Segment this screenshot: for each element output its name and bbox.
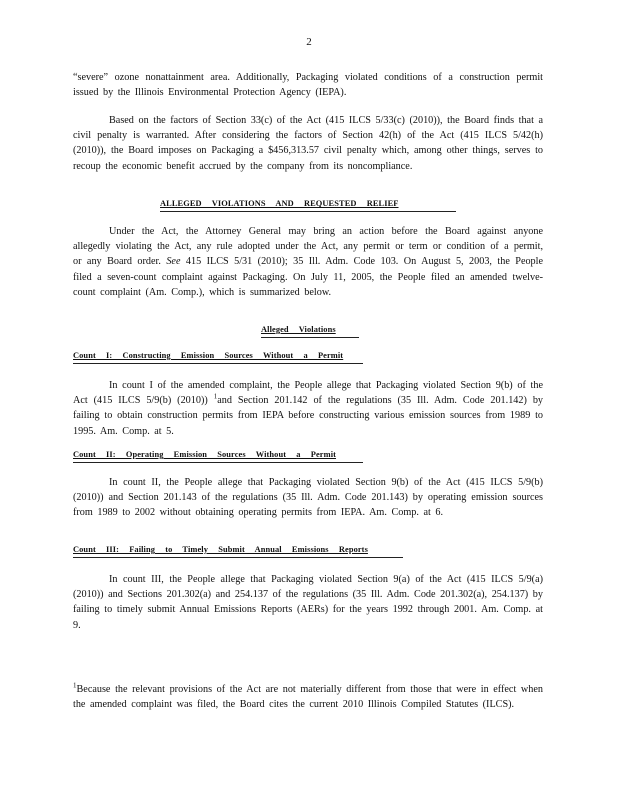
count2-paragraph: In count II, the People allege that Packaging violated Section 9(b) of the Act (415 ILCS 5/9(b) (2010)) and Section 201.143 of the regulations (35 Ill. Adm. Code 201.143) by operating emission sources from 1989 to 2002 without obtaining operating permits from IEPA. Am. Comp. at 6.: [73, 477, 543, 519]
section-heading-alleged-relief: ALLEGED VIOLATIONS AND REQUESTED RELIEF: [160, 199, 399, 208]
footnote-reference: 1: [213, 392, 218, 401]
count3-heading-underline: [73, 557, 403, 558]
subheading-alleged-violations: Alleged Violations: [261, 325, 336, 334]
footnote: $^1$Because the relevant provisions of the Act are not materially different from those that were in effect when the amended complaint was filed, the Board cites the current 2010 Illinois Compiled Statutes (ILCS).: [73, 681, 543, 710]
heading-underline: [160, 211, 456, 212]
count2-heading-underline: [73, 462, 363, 463]
count2-heading: Count II: Operating Emission Sources Without a Permit: [73, 450, 337, 459]
count1-paragraph: In count I of the amended complaint, the People allege that Packaging violated Section 9(b) of the Act (415 ILCS 5/9(b) (2010)) $^1$and Section 201.142 of the regulations (35 Ill. Adm. Code 201.142) by failing to obtain construction permits from IEPA before constructing various emission sources from 1989 to 1995. Am. Comp. at 5.: [73, 380, 544, 437]
count1-heading-underline: [73, 363, 363, 364]
footnote-mark: 1: [73, 681, 77, 690]
act-paragraph: Under the Act, the Attorney General may bring an action before the Board against anyone allegedly violating the Act, any rule adopted under the Act, any permit or term or condition of a permit, or any Board order. See 415 ILCS 5/31 (2010); 35 Ill. Adm. Code 103. On August 5, 2003, the People filed a seven-count complaint against Packaging. On July 11, 2005, the People filed an amended twelve-count complaint (Am. Comp.), which is summarized below.: [73, 226, 544, 298]
page-number: 2: [306, 36, 312, 48]
penalty-paragraph: Based on the factors of Section 33(c) of the Act (415 ILCS 5/33(c) (2010)), the Board finds that a civil penalty is warranted. After considering the factors of Section 42(h) of the Act (415 ILCS 5/42(h) (2010)), the Board imposes on Packaging a $456,313.57 civil penalty which, among other things, serves to recoup the economic benefit accrued by the company from its noncompliance.: [73, 115, 543, 172]
subheading-underline: [261, 337, 359, 338]
count3-heading: Count III: Failing to Timely Submit Annual Emissions Reports: [73, 545, 368, 554]
intro-paragraph: “severe” ozone nonattainment area. Additionally, Packaging violated conditions of a construction permit issued by the Illinois Environmental Protection Agency (IEPA).: [73, 72, 543, 99]
count3-paragraph: In count III, the People allege that Packaging violated Section 9(a) of the Act (415 ILCS 5/9(a) (2010)) and Sections 201.302(a) and 254.137 of the regulations (35 Ill. Adm. Code 201.302(a), 254.137) by failing to timely submit Annual Emissions Reports (AERs) for the years 1992 through 2001. Am. Comp. at 9.: [73, 574, 543, 631]
count1-heading: Count I: Constructing Emission Sources Without a Permit: [73, 351, 344, 360]
